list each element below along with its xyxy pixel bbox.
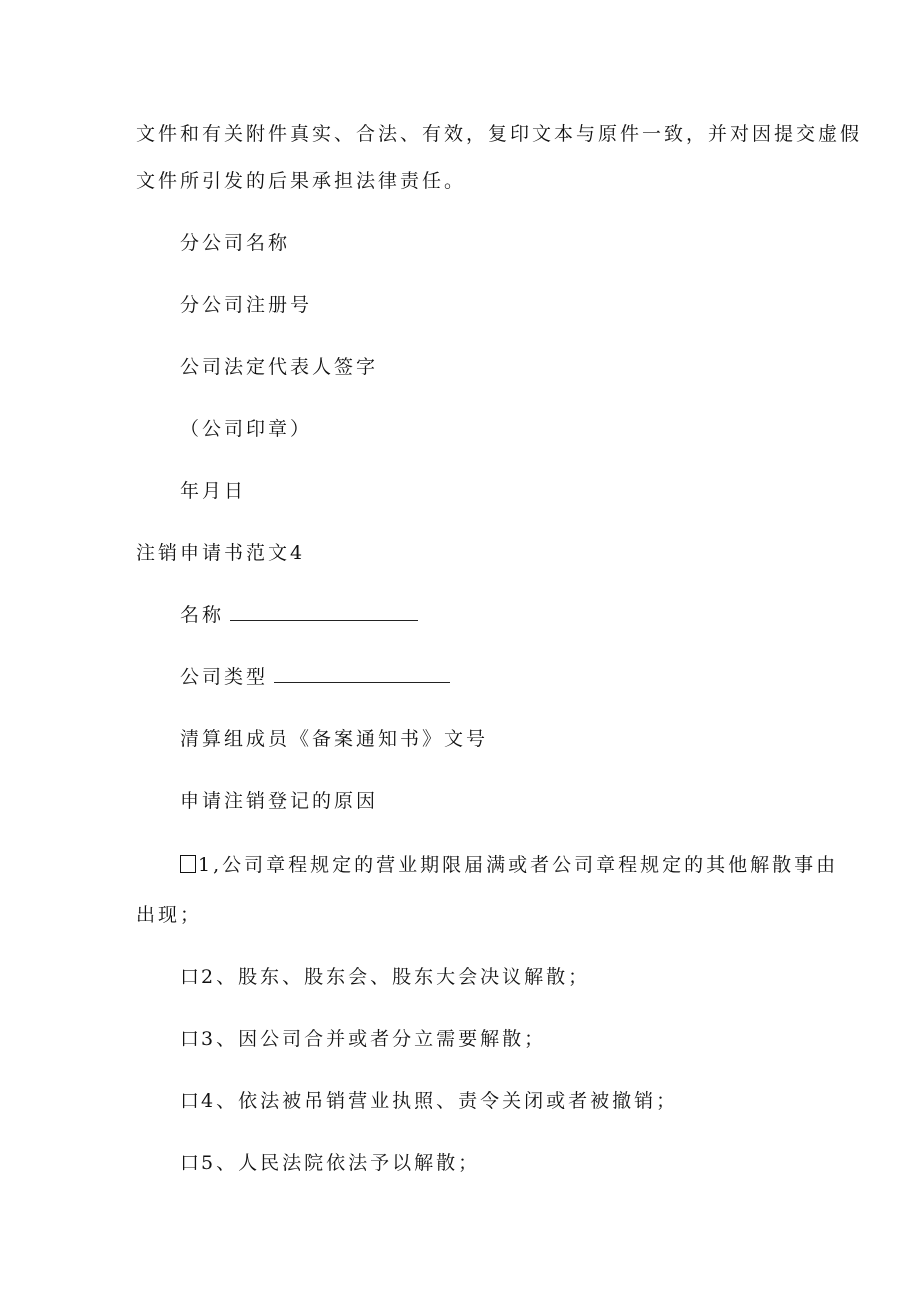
- name-blank-line: [230, 602, 418, 621]
- branch-reg-no-label: 分公司注册号: [180, 294, 313, 316]
- paragraph-line-1: 文件和有关附件真实、合法、有效，复印文本与原件一致，并对因提交虚假: [136, 123, 863, 145]
- reason-item-5: [180, 1150, 480, 1176]
- reason-5-marker: 口: [180, 1152, 200, 1174]
- company-type-label: 公司类型: [180, 666, 269, 688]
- legal-rep-signature-label: 公司法定代表人签字: [180, 356, 379, 378]
- company-type-field: [180, 664, 450, 690]
- reason-3-text: 3、因公司合并或者分立需要解散；: [201, 1028, 547, 1050]
- reason-4-text: 4、依法被吊销营业执照、责令关闭或者被撤销；: [201, 1090, 679, 1112]
- reason-3-marker: 口: [180, 1028, 200, 1050]
- branch-name-label: 分公司名称: [180, 232, 291, 254]
- company-seal-label: （公司印章）: [180, 418, 313, 440]
- reason-item-2: [180, 964, 590, 990]
- company-type-blank-line: [274, 664, 450, 683]
- liquidation-notice-label: 清算组成员《备案通知书》文号: [180, 728, 489, 750]
- checkbox-icon[interactable]: [180, 855, 196, 873]
- reason-2-marker: 口: [180, 966, 200, 988]
- reason-2-text: 2、股东、股东会、股东大会决议解散；: [201, 966, 591, 988]
- section-title: 注销申请书范文4: [136, 542, 306, 564]
- paragraph-line-2: 文件所引发的后果承担法律责任。: [136, 170, 467, 192]
- date-label: 年月日: [180, 480, 247, 502]
- reason-item-3: [180, 1026, 546, 1052]
- name-field: [180, 602, 418, 628]
- reason-1-text: 1,公司章程规定的营业期限届满或者公司章程规定的其他解散事由: [198, 854, 839, 876]
- reason-item-1-continuation: 出现；: [136, 904, 203, 926]
- reason-item-4: [180, 1088, 678, 1114]
- reason-item-1: [180, 852, 838, 878]
- reason-heading: 申请注销登记的原因: [180, 790, 379, 812]
- reason-4-marker: 口: [180, 1090, 200, 1112]
- name-label: 名称: [180, 604, 225, 626]
- reason-5-text: 5、人民法院依法予以解散；: [201, 1152, 481, 1174]
